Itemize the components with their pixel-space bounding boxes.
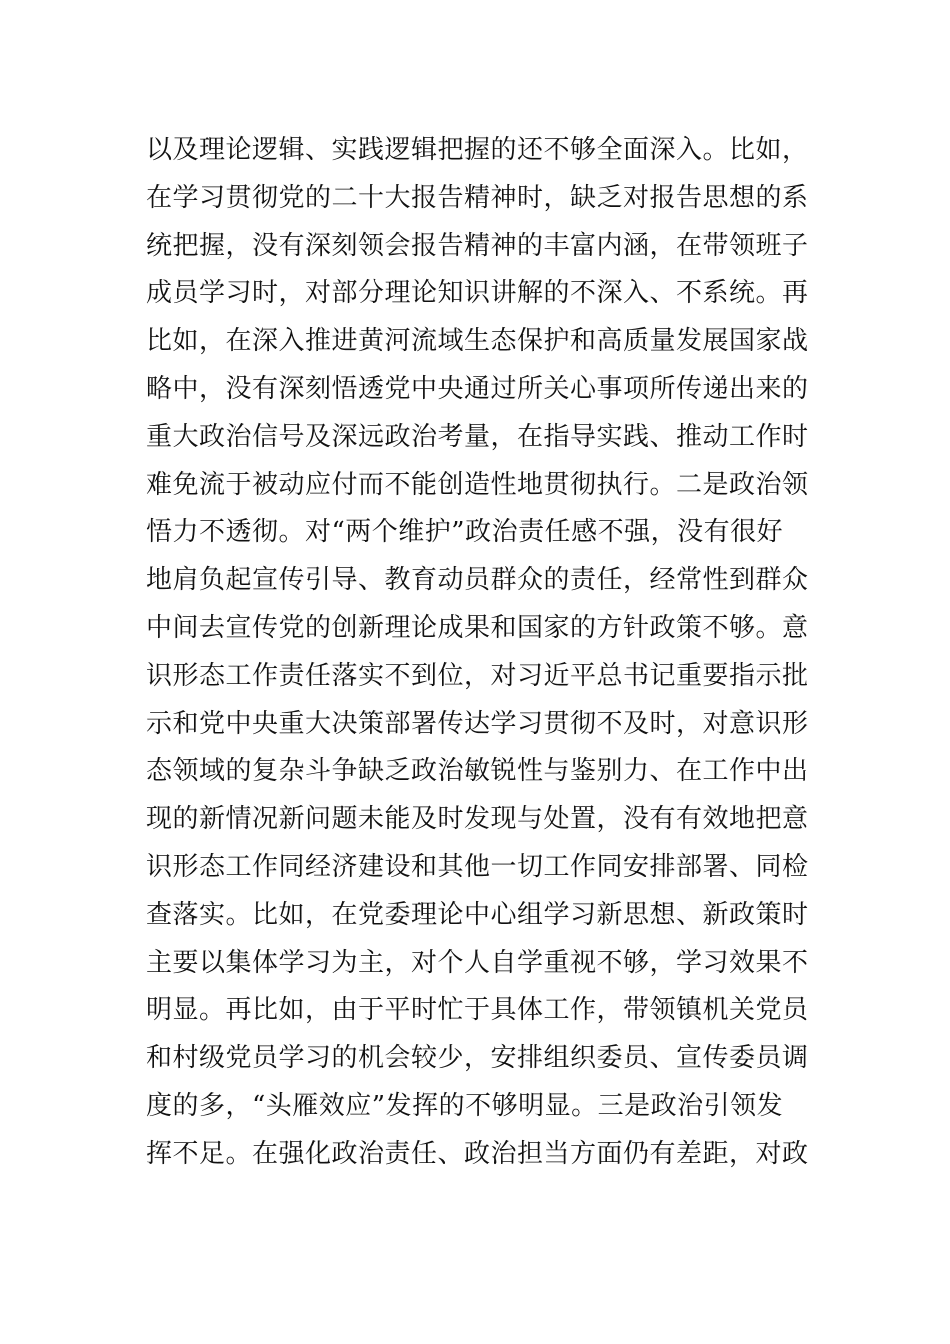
text-line: 悟力不透彻。对“两个维护”政治责任感不强，没有很好 [146, 517, 784, 548]
text-line: 识形态工作同经济建设和其他一切工作同安排部署、同检 [146, 851, 809, 882]
text-line: 示和党中央重大决策部署传达学习贯彻不及时，对意识形 [146, 708, 809, 739]
text-line: 在学习贯彻党的二十大报告精神时，缺乏对报告思想的系 [146, 182, 809, 213]
text-line: 明显。再比如，由于平时忙于具体工作，带领镇机关党员 [146, 995, 809, 1026]
text-line: 以及理论逻辑、实践逻辑把握的还不够全面深入。比如， [146, 135, 809, 165]
body-paragraph [146, 127, 810, 1179]
text-line: 挥不足。在强化政治责任、政治担当方面仍有差距，对政 [146, 1138, 809, 1169]
text-line: 中间去宣传党的创新理论成果和国家的方针政策不够。意 [146, 612, 809, 643]
text-line: 识形态工作责任落实不到位，对习近平总书记重要指示批 [146, 660, 809, 691]
text-line: 度的多，“头雁效应”发挥的不够明显。三是政治引领发 [146, 1090, 784, 1121]
text-line: 和村级党员学习的机会较少，安排组织委员、宣传委员调 [146, 1043, 809, 1074]
text-line: 成员学习时，对部分理论知识讲解的不深入、不系统。再 [146, 278, 809, 309]
text-line: 重大政治信号及深远政治考量，在指导实践、推动工作时 [146, 421, 809, 452]
text-line: 略中，没有深刻悟透党中央通过所关心事项所传递出来的 [146, 373, 809, 404]
text-line: 查落实。比如，在党委理论中心组学习新思想、新政策时 [146, 899, 809, 930]
text-line: 统把握，没有深刻领会报告精神的丰富内涵，在带领班子 [146, 230, 809, 261]
text-line: 难免流于被动应付而不能创造性地贯彻执行。二是政治领 [146, 469, 809, 500]
text-line: 态领域的复杂斗争缺乏政治敏锐性与鉴别力、在工作中出 [146, 756, 809, 787]
text-line: 现的新情况新问题未能及时发现与处置，没有有效地把意 [146, 804, 809, 835]
text-line: 比如，在深入推进黄河流域生态保护和高质量发展国家战 [146, 326, 809, 357]
text-line: 地肩负起宣传引导、教育动员群众的责任，经常性到群众 [146, 565, 809, 596]
text-line: 主要以集体学习为主，对个人自学重视不够，学习效果不 [146, 947, 809, 978]
